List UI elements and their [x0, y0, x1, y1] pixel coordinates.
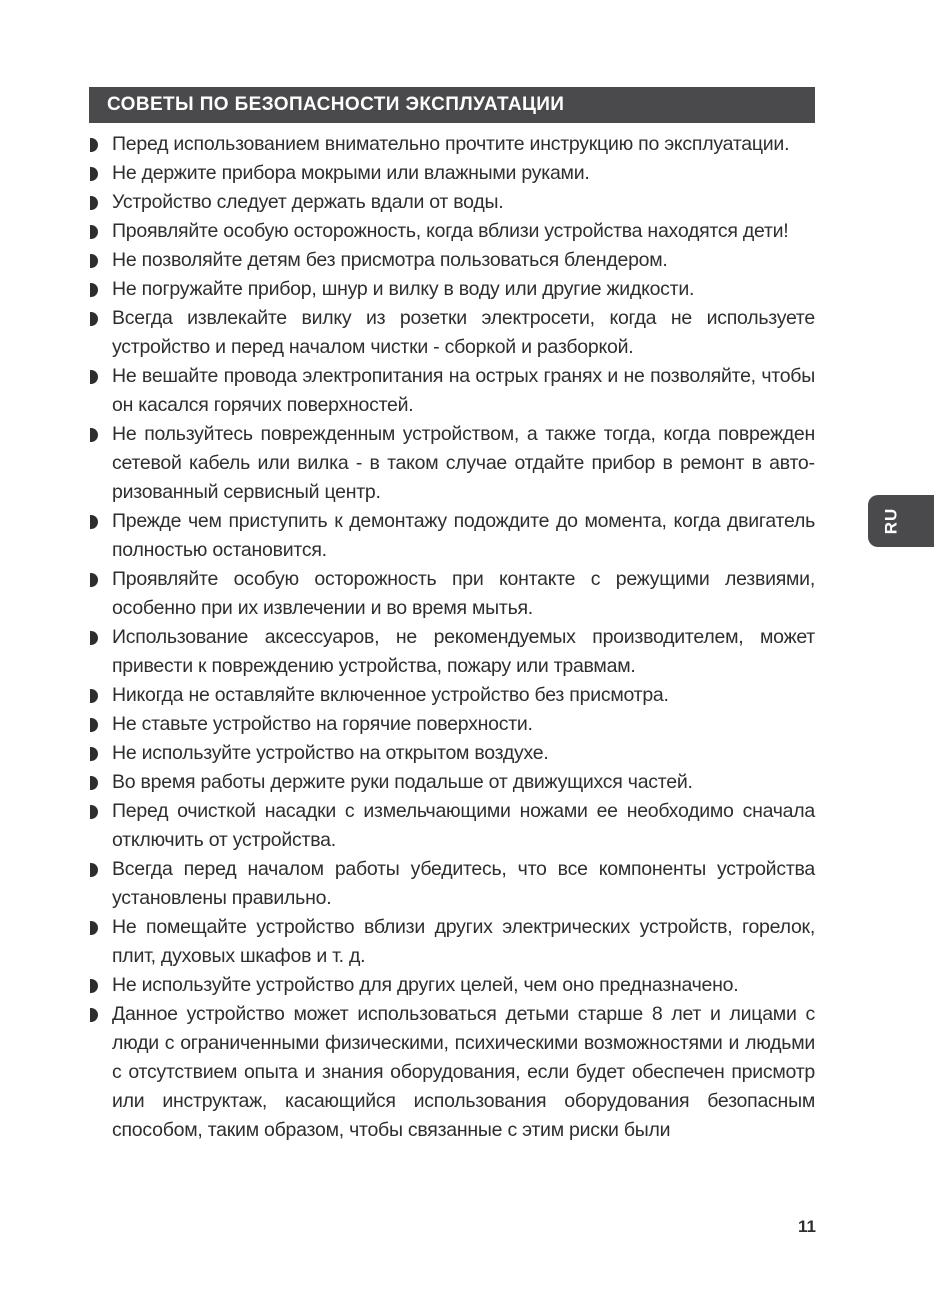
bullet-icon [90, 283, 98, 297]
list-item: Не пользуйтесь поврежденным устройством, а также тогда, когда поврежден сетевой кабель или вилка - в таком случае отдайте прибор в ремонт в авторизованный сервисный центр. [89, 420, 815, 507]
section-header [89, 87, 815, 123]
list-item: Не вешайте провода электропитания на острых гранях и не позволяйте, чтобы он касался горячих поверхностей. [89, 362, 815, 420]
list-item: Перед очисткой насадки с измельчающими ножами ее необходимо сначала отключить от устройства. [89, 797, 815, 855]
list-item: Не погружайте прибор, шнур и вилку в воду или другие жидкости. [89, 275, 815, 304]
bullet-icon [90, 718, 98, 732]
bullet-icon [90, 196, 98, 210]
bullet-icon [90, 138, 98, 152]
bullet-icon [90, 515, 98, 529]
list-item: Перед использованием внимательно прочтите инструкцию по эксплуатации. [89, 130, 815, 159]
bullet-icon [90, 747, 98, 761]
bullet-icon [90, 1008, 98, 1022]
bullet-icon [90, 863, 98, 877]
bullet-icon [90, 979, 98, 993]
bullet-icon [90, 370, 98, 384]
list-item: Не используйте устройство для других целей, чем оно предназначено. [89, 971, 815, 1000]
bullet-icon [90, 921, 98, 935]
list-item: Всегда перед началом работы убедитесь, что все компоненты устройства установлены правильно. [89, 855, 815, 913]
language-tab [868, 495, 934, 547]
bullet-icon [90, 776, 98, 790]
list-item: Не позволяйте детям без присмотра пользоваться блендером. [89, 246, 815, 275]
section-title: СОВЕТЫ ПО БЕЗОПАСНОСТИ ЭКСПЛУАТАЦИИ [107, 94, 565, 115]
language-tab-label: RU [881, 507, 900, 535]
list-item: Использование аксессуаров, не рекомендуемых производителем, может привести к повреждению устройства, пожару или травмам. [89, 623, 815, 681]
bullet-icon [90, 254, 98, 268]
list-item: Всегда извлекайте вилку из розетки электросети, когда не используете устройство и перед началом чистки - сборкой и разборкой. [89, 304, 815, 362]
list-item: Не ставьте устройство на горячие поверхности. [89, 710, 815, 739]
list-item: Не держите прибора мокрыми или влажными руками. [89, 159, 815, 188]
list-item: Проявляйте особую осторожность при контакте с режущими лезвиями, особенно при их извлечении и во время мытья. [89, 565, 815, 623]
bullet-icon [90, 631, 98, 645]
list-item: Прежде чем приступить к демонтажу подождите до момента, когда двигатель полностью остановится. [89, 507, 815, 565]
bullet-icon [90, 805, 98, 819]
list-item: Не используйте устройство на открытом воздухе. [89, 739, 815, 768]
safety-list [89, 130, 815, 1145]
list-item: Во время работы держите руки подальше от движущихся частей. [89, 768, 815, 797]
list-item: Данное устройство может использоваться детьми старше 8 лет и лицами с люди с ограниченными физическими, психическими возможностями и людьми с отсутствием опыта и знания оборудования, если будет обеспечен присмотр или инструктаж, касающийся использования оборудования безопасным способом, таким образом, чтобы связанные с этим риски были [89, 1000, 815, 1145]
page-number: 11 [798, 1217, 816, 1236]
list-item: Устройство следует держать вдали от воды. [89, 188, 815, 217]
bullet-icon [90, 167, 98, 181]
bullet-icon [90, 428, 98, 442]
list-item: Не помещайте устройство вблизи других электрических устройств, горелок, плит, духовых шкафов и т. д. [89, 913, 815, 971]
bullet-icon [90, 689, 98, 703]
bullet-icon [90, 312, 98, 326]
list-item: Проявляйте особую осторожность, когда вблизи устройства находятся дети! [89, 217, 815, 246]
bullet-icon [90, 225, 98, 239]
list-item: Никогда не оставляйте включенное устройство без присмотра. [89, 681, 815, 710]
bullet-icon [90, 573, 98, 587]
